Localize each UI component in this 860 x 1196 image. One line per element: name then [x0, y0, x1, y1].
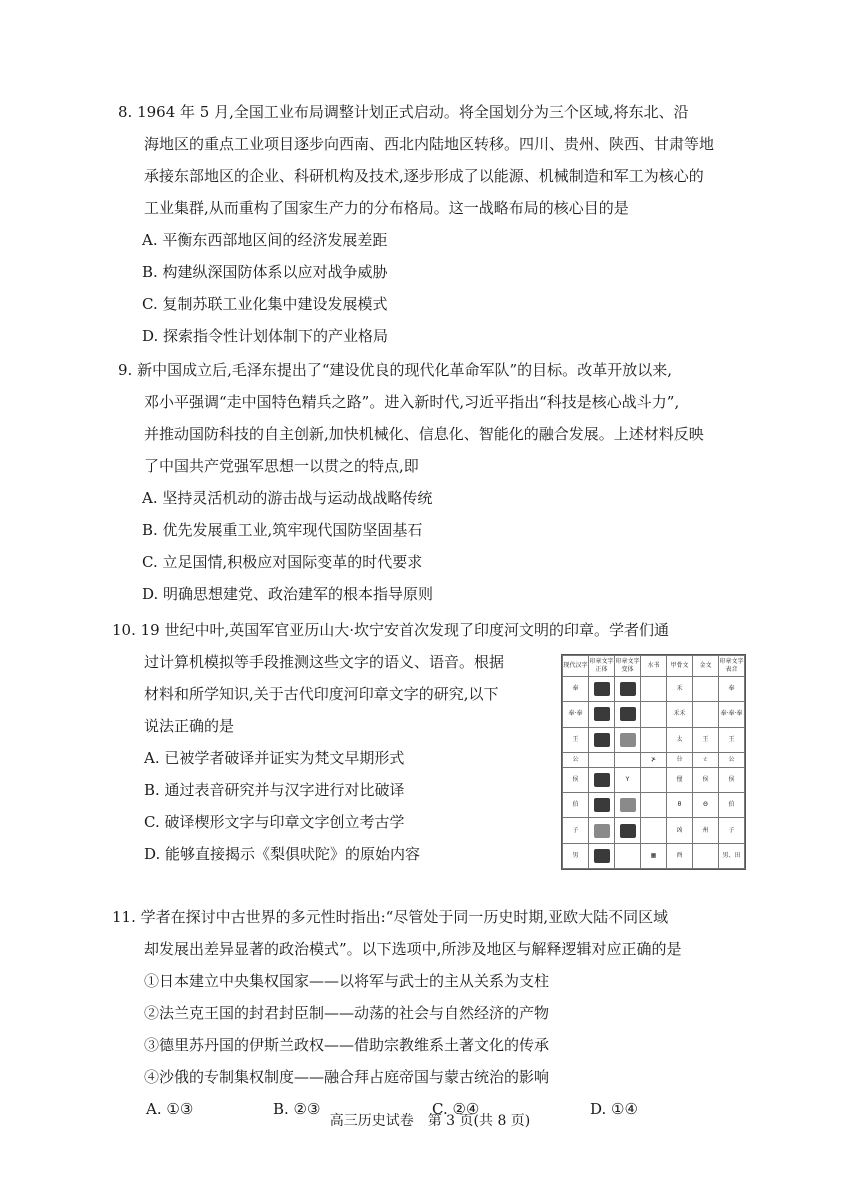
table-cell: 奉·奉·奉	[719, 702, 745, 727]
oracle-glyph: 㑴	[667, 767, 693, 792]
option-d: D. 能够直接揭示《梨俱吠陀》的原始内容	[144, 845, 421, 863]
table-cell: 侯	[719, 767, 745, 792]
seal-glyph-image	[589, 843, 615, 868]
question-stem-line: 11. 学者在探讨中古世界的多元性时指出:“尽管处于同一历史时期,亚欧大陆不同区域	[112, 908, 669, 926]
option-a: A. 已被学者破译并证实为梵文早期形式	[144, 749, 405, 767]
table-cell	[615, 752, 641, 767]
option-a: A. 平衡东西部地区间的经济发展差距	[142, 231, 388, 249]
bronze-glyph: 王	[693, 727, 719, 752]
table-row	[563, 793, 745, 818]
seal-glyph-image	[615, 702, 641, 727]
table-row	[563, 843, 745, 868]
table-cell: 奉	[719, 677, 745, 702]
shui-glyph: ▦	[641, 843, 667, 868]
option-b: B. 优先发展重工业,筑牢现代国防坚固基石	[142, 521, 423, 539]
seal-glyph-image	[589, 818, 615, 843]
oracle-glyph: θ	[667, 793, 693, 818]
option-c: C. 破译楔形文字与印章文字创立考古学	[144, 813, 405, 831]
question-stem-line: 材料和所学知识,关于古代印度河印章文字的研究,以下	[144, 685, 499, 703]
oracle-glyph: ⾣	[667, 843, 693, 868]
table-cell: 男、田	[719, 843, 745, 868]
table-cell	[641, 793, 667, 818]
table-cell: 伯	[563, 793, 589, 818]
option-b: B. 构建纵深国防体系以应对战争威胁	[142, 263, 388, 281]
table-header-row	[563, 656, 745, 677]
table-header-cell: 现代汉字	[563, 656, 589, 677]
oracle-glyph: 凶	[667, 818, 693, 843]
table-row	[563, 702, 745, 727]
seal-glyph-image	[615, 727, 641, 752]
option-c: C. 立足国情,积极应对国际变革的时代要求	[142, 553, 423, 571]
table-cell	[641, 818, 667, 843]
page-footer: 高三历史试卷 第 3 页(共 8 页)	[329, 1113, 531, 1129]
table-cell: 子	[719, 818, 745, 843]
table-cell: 王	[563, 727, 589, 752]
question-stem-line: 承接东部地区的企业、科研机构及技术,逐步形成了以能源、机械制造和军工为核心的	[144, 167, 704, 185]
table-header-cell: 印章文字 变体	[615, 656, 641, 677]
question-stem-line: 说法正确的是	[144, 717, 235, 735]
seal-glyph-image	[589, 767, 615, 792]
seal-glyph-image	[615, 818, 641, 843]
question-11	[112, 901, 762, 1125]
oracle-glyph: 太	[667, 727, 693, 752]
choice-c: C. ②④	[432, 1100, 480, 1118]
table-cell	[693, 702, 719, 727]
table-cell: 公	[719, 752, 745, 767]
option-b: B. 通过表音研究并与汉字进行对比破译	[144, 781, 405, 799]
shui-glyph: ⊁	[641, 752, 667, 767]
table-cell	[693, 677, 719, 702]
bronze-glyph: 侯	[693, 767, 719, 792]
table-cell: 伯	[719, 793, 745, 818]
seal-glyph-image	[615, 793, 641, 818]
seal-glyph-image	[589, 702, 615, 727]
choice-d: D. ①④	[590, 1100, 638, 1118]
seal-glyph-image	[589, 727, 615, 752]
question-stem-line: 过计算机模拟等手段推测这些文字的语义、语音。根据	[144, 653, 505, 671]
table-cell: 男	[563, 843, 589, 868]
seal-glyph-image	[589, 677, 615, 702]
table-cell	[615, 843, 641, 868]
option-a: A. 坚持灵活机动的游击战与运动战战略传统	[142, 489, 433, 507]
option-d: D. 探索指令性计划体制下的产业格局	[142, 327, 389, 345]
statement-4: ④沙俄的专制集权制度——融合拜占庭帝国与蒙古统治的影响	[144, 1068, 550, 1086]
table-row	[563, 752, 745, 767]
seal-glyph: Y	[615, 767, 641, 792]
bronze-glyph: 州	[693, 818, 719, 843]
table-row	[563, 727, 745, 752]
question-stem-line: 10. 19 世纪中叶,英国军官亚历山大·坎宁安首次发现了印度河文明的印章。学者们通	[112, 621, 670, 639]
table-row	[563, 677, 745, 702]
seal-glyph-image	[589, 793, 615, 818]
table-header-cell: 印章文字表音	[719, 656, 745, 677]
question-stem-line: 8. 1964 年 5 月,全国工业布局调整计划正式启动。将全国划分为三个区域,将东北、沿	[118, 103, 689, 121]
table-cell: 奉	[563, 677, 589, 702]
question-8	[118, 96, 758, 352]
question-stem-line: 工业集群,从而重构了国家生产力的分布格局。这一战略布局的核心目的是	[144, 199, 629, 217]
table-header-cell: 甲骨文	[667, 656, 693, 677]
bronze-glyph: Θ	[693, 793, 719, 818]
statement-3: ③德里苏丹国的伊斯兰政权——借助宗教维系土著文化的传承	[144, 1036, 550, 1054]
table-cell	[641, 767, 667, 792]
table-header-cell: 印章文字 正体	[589, 656, 615, 677]
oracle-glyph: ⽲	[667, 677, 693, 702]
table-cell	[641, 677, 667, 702]
table-cell	[589, 752, 615, 767]
choice-b: B. ②③	[273, 1100, 321, 1118]
table-cell: 公	[563, 752, 589, 767]
seal-glyph-image	[615, 677, 641, 702]
statement-2: ②法兰克王国的封君封臣制——动荡的社会与自然经济的产物	[144, 1004, 550, 1022]
choice-a: A. ①③	[146, 1100, 194, 1118]
table-cell: 子	[563, 818, 589, 843]
question-stem-line: 海地区的重点工业项目逐步向西南、西北内陆地区转移。四川、贵州、陕西、甘肃等地	[144, 135, 715, 153]
question-stem-line: 邓小平强调“走中国特色精兵之路”。进入新时代,习近平指出“科技是核心战斗力”,	[144, 393, 680, 411]
question-stem-line: 9. 新中国成立后,毛泽东提出了“建设优良的现代化革命军队”的目标。改革开放以来,	[118, 361, 672, 379]
oracle-glyph: 㕣	[667, 752, 693, 767]
question-stem-line: 却发展出差异显著的政治模式”。以下选项中,所涉及地区与解释逻辑对应正确的是	[144, 940, 682, 958]
table-header-cell: 金文	[693, 656, 719, 677]
table-cell: 奉·奉	[563, 702, 589, 727]
table-cell: 侯	[563, 767, 589, 792]
statement-1: ①日本建立中央集权国家——以将军与武士的主从关系为支柱	[144, 972, 550, 990]
question-stem-line: 了中国共产党强军思想一以贯之的特点,即	[144, 457, 419, 475]
question-9	[118, 354, 758, 610]
table-cell: 王	[719, 727, 745, 752]
table-row	[563, 818, 745, 843]
option-d: D. 明确思想建党、政治建军的根本指导原则	[142, 585, 434, 603]
table-row	[563, 767, 745, 792]
option-c: C. 复制苏联工业化集中建设发展模式	[142, 295, 388, 313]
table-cell	[641, 727, 667, 752]
bronze-glyph: ㄜ	[693, 752, 719, 767]
oracle-glyph: ⽲⽲	[667, 702, 693, 727]
table-cell	[641, 702, 667, 727]
table-cell	[693, 843, 719, 868]
table-header-cell: 水书	[641, 656, 667, 677]
question-stem-line: 并推动国防科技的自主创新,加快机械化、信息化、智能化的融合发展。上述材料反映	[144, 425, 704, 443]
seal-script-comparison-table	[561, 654, 746, 870]
